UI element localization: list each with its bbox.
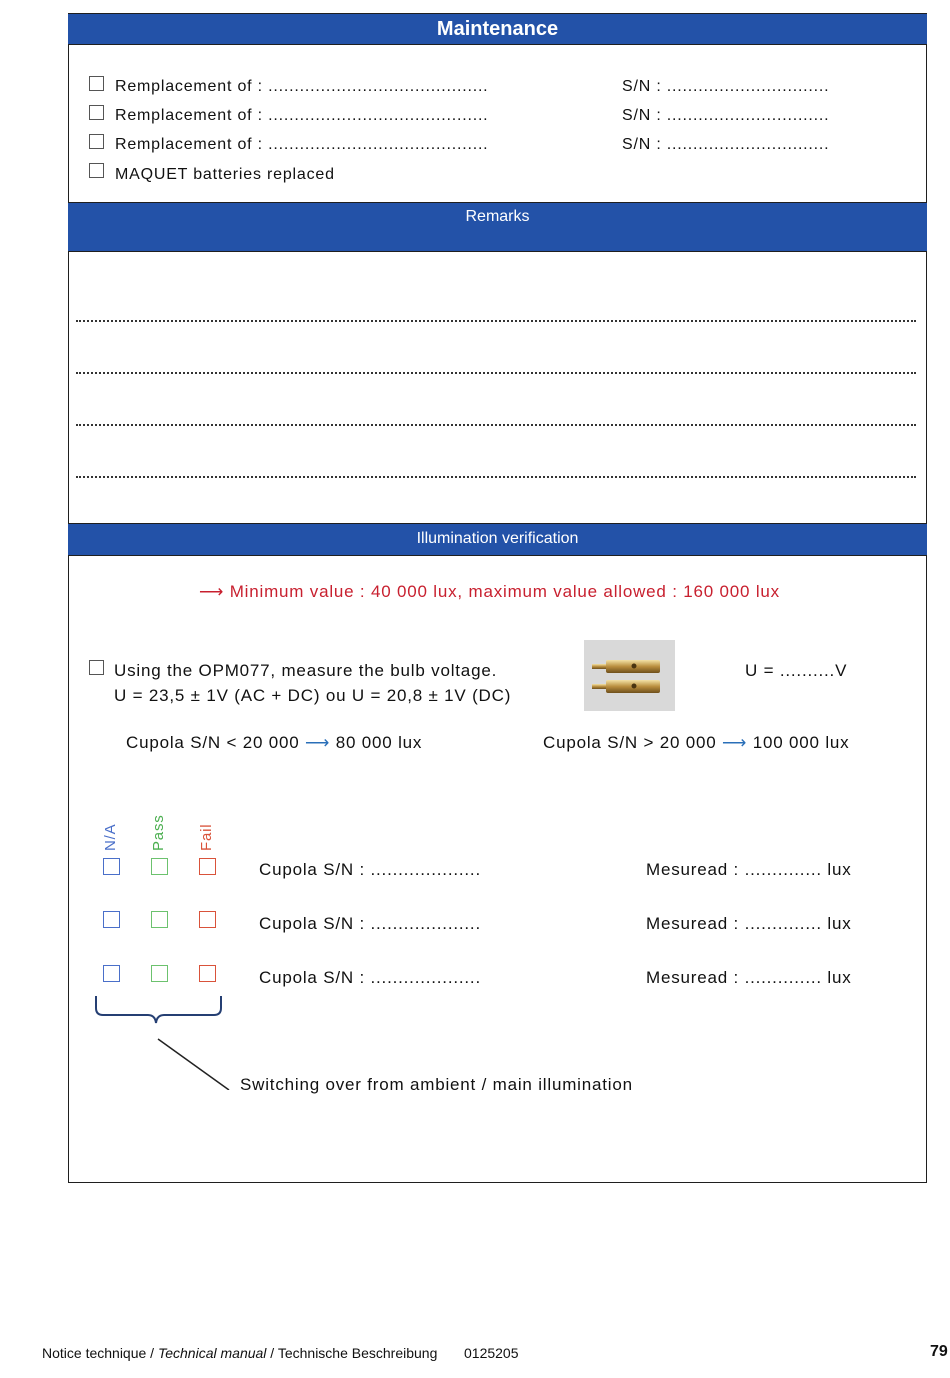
- measured-field-1: Mesuread : .............. lux: [646, 860, 852, 879]
- replacement-checkbox-3[interactable]: [89, 134, 104, 149]
- cupola-low-rule: [126, 733, 422, 753]
- illumination-header: Illumination verification: [68, 523, 927, 556]
- replacement-checkbox-1[interactable]: [89, 76, 104, 91]
- blue-arrow-icon: ⟶: [722, 733, 748, 752]
- batteries-label: MAQUET batteries replaced: [115, 166, 335, 183]
- remarks-line-4[interactable]: [76, 476, 916, 478]
- cupola-sn-field-2: Cupola S/N : ....................: [259, 914, 481, 933]
- pass-checkbox-2[interactable]: [151, 911, 168, 928]
- replacement-sn-3: S/N : ...............................: [622, 136, 830, 153]
- fail-checkbox-2[interactable]: [199, 911, 216, 928]
- cupola-low-prefix: Cupola S/N < 20 000: [126, 733, 300, 752]
- na-checkbox-1[interactable]: [103, 858, 120, 875]
- replacement-sn-1: S/N : ...............................: [622, 78, 830, 95]
- cupola-low-value: 80 000 lux: [335, 733, 423, 752]
- col-label-fail: Fail: [198, 823, 215, 851]
- remarks-header: Remarks: [68, 202, 927, 252]
- cupola-high-rule: [543, 733, 849, 753]
- fail-checkbox-3[interactable]: [199, 965, 216, 982]
- col-label-na: N/A: [102, 823, 119, 851]
- remarks-line-3[interactable]: [76, 424, 916, 426]
- blue-arrow-icon: ⟶: [305, 733, 331, 752]
- minmax-line: [199, 582, 780, 602]
- na-checkbox-3[interactable]: [103, 965, 120, 982]
- pass-checkbox-3[interactable]: [151, 965, 168, 982]
- pass-checkbox-1[interactable]: [151, 858, 168, 875]
- maintenance-header: Maintenance: [68, 13, 927, 45]
- measure-checkbox[interactable]: [89, 660, 104, 675]
- connector-pins-icon: [584, 640, 675, 711]
- remarks-line-1[interactable]: [76, 320, 916, 322]
- cupola-sn-field-3: Cupola S/N : ....................: [259, 968, 481, 987]
- batteries-checkbox[interactable]: [89, 163, 104, 178]
- cupola-sn-field-1: Cupola S/N : ....................: [259, 860, 481, 879]
- na-checkbox-2[interactable]: [103, 911, 120, 928]
- bulb-connector-image: [584, 640, 675, 711]
- measured-field-2: Mesuread : .............. lux: [646, 914, 852, 933]
- cupola-high-prefix: Cupola S/N > 20 000: [543, 733, 717, 752]
- u-value-field: U = ..........V: [745, 661, 848, 680]
- leader-line: [158, 1039, 229, 1090]
- footer-title: [42, 1345, 437, 1361]
- measure-line-1: Using the OPM077, measure the bulb voltage.: [114, 661, 498, 680]
- footer-reference: 0125205: [464, 1345, 519, 1361]
- replacement-label-1: Remplacement of : ..........................................: [115, 78, 489, 95]
- fail-checkbox-1[interactable]: [199, 858, 216, 875]
- col-label-pass: Pass: [150, 814, 167, 851]
- remarks-line-2[interactable]: [76, 372, 916, 374]
- brace-icon: [90, 990, 240, 1090]
- page-number: 79: [930, 1343, 948, 1360]
- replacement-label-3: Remplacement of : ..........................................: [115, 136, 489, 153]
- measure-line-2: U = 23,5 ± 1V (AC + DC) ou U = 20,8 ± 1V (DC): [114, 686, 512, 705]
- footer-title-de: / Technische Beschreibung: [266, 1345, 438, 1361]
- footer-title-en: Technical manual: [157, 1345, 267, 1361]
- replacement-checkbox-2[interactable]: [89, 105, 104, 120]
- replacement-label-2: Remplacement of : ..........................................: [115, 107, 489, 124]
- cupola-high-value: 100 000 lux: [752, 733, 850, 752]
- switching-note: Switching over from ambient / main illumination: [240, 1075, 633, 1094]
- replacement-sn-2: S/N : ...............................: [622, 107, 830, 124]
- red-arrow-icon: ⟶: [199, 582, 225, 601]
- measured-field-3: Mesuread : .............. lux: [646, 968, 852, 987]
- minmax-text: Minimum value : 40 000 lux, maximum value allowed : 160 000 lux: [229, 582, 780, 601]
- footer-title-fr: Notice technique /: [42, 1345, 158, 1361]
